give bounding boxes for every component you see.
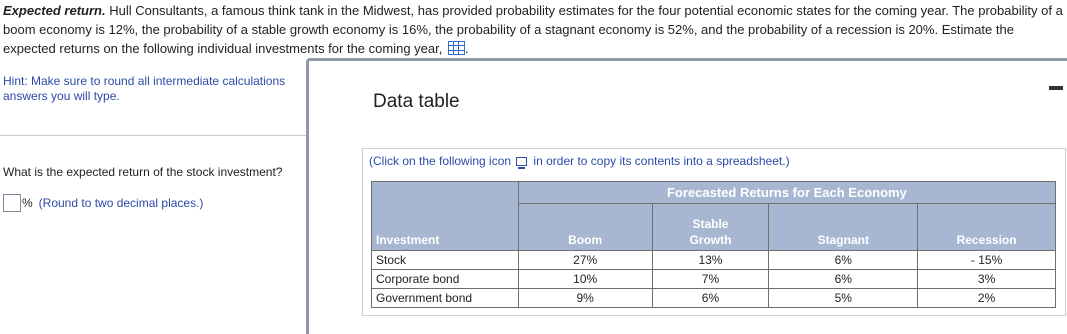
percent-unit: % — [22, 196, 33, 210]
data-table-dialog — [306, 58, 1067, 334]
cell-recession: 2% — [918, 289, 1056, 308]
problem-trail: . — [464, 41, 469, 56]
answer-row — [3, 194, 203, 212]
dialog-title: Data table — [373, 91, 460, 112]
cell-investment: Stock — [372, 251, 519, 270]
problem-lead: Expected return. — [3, 3, 106, 18]
col-header-investment: Investment — [372, 204, 519, 251]
col-header-recession: Recession — [918, 204, 1056, 251]
cell-stable-growth: 7% — [652, 270, 769, 289]
divider — [0, 135, 306, 136]
hint-line-1: Hint: Make sure to round all intermediate calculations — [3, 74, 286, 88]
cell-stagnant: 6% — [769, 251, 918, 270]
cell-stagnant: 6% — [769, 270, 918, 289]
rounding-note: (Round to two decimal places.) — [38, 196, 204, 210]
question-text: What is the expected return of the stock investment? — [3, 165, 283, 179]
cell-boom: 27% — [518, 251, 652, 270]
cell-boom: 10% — [518, 270, 652, 289]
table-row — [372, 251, 1056, 270]
hint-text — [3, 74, 306, 104]
cell-investment: Government bond — [372, 289, 519, 308]
minimize-icon[interactable] — [1049, 86, 1063, 90]
cell-recession: 3% — [918, 270, 1056, 289]
header-blank — [372, 182, 519, 204]
hint-line-2: answers you will type. — [3, 89, 120, 103]
table-row — [372, 289, 1056, 308]
cell-investment: Corporate bond — [372, 270, 519, 289]
problem-text: Hull Consultants, a famous think tank in the Midwest, has provided probability estimates for the four potential economic states for the coming year. The probability of a boom economy is 12%, the probability of a stable growth economy is 16%, the probability of a stagnant economy is 52%, and the probability of a recession is 20%. Estimate the expected returns on the following individual investments for the coming year, — [3, 3, 1063, 56]
returns-table — [371, 181, 1056, 308]
cell-recession: - 15% — [918, 251, 1056, 270]
copy-instruction — [369, 154, 790, 168]
cell-stable-growth: 6% — [652, 289, 769, 308]
problem-statement — [3, 1, 1063, 58]
instruction-before: (Click on the following icon — [369, 154, 512, 168]
data-table-content — [362, 148, 1066, 316]
answer-input[interactable] — [3, 194, 21, 212]
instruction-after: in order to copy its contents into a spreadsheet.) — [533, 154, 790, 168]
copy-icon[interactable] — [516, 157, 527, 166]
table-grid-icon[interactable] — [448, 41, 465, 55]
col-header-stagnant: Stagnant — [769, 204, 918, 251]
col-header-stable-growth — [652, 204, 769, 251]
col-header-stable-growth-label: Stable Growth — [689, 217, 732, 247]
table-row — [372, 270, 1056, 289]
cell-stable-growth: 13% — [652, 251, 769, 270]
group-header: Forecasted Returns for Each Economy — [518, 182, 1055, 204]
cell-stagnant: 5% — [769, 289, 918, 308]
col-header-boom: Boom — [518, 204, 652, 251]
cell-boom: 9% — [518, 289, 652, 308]
